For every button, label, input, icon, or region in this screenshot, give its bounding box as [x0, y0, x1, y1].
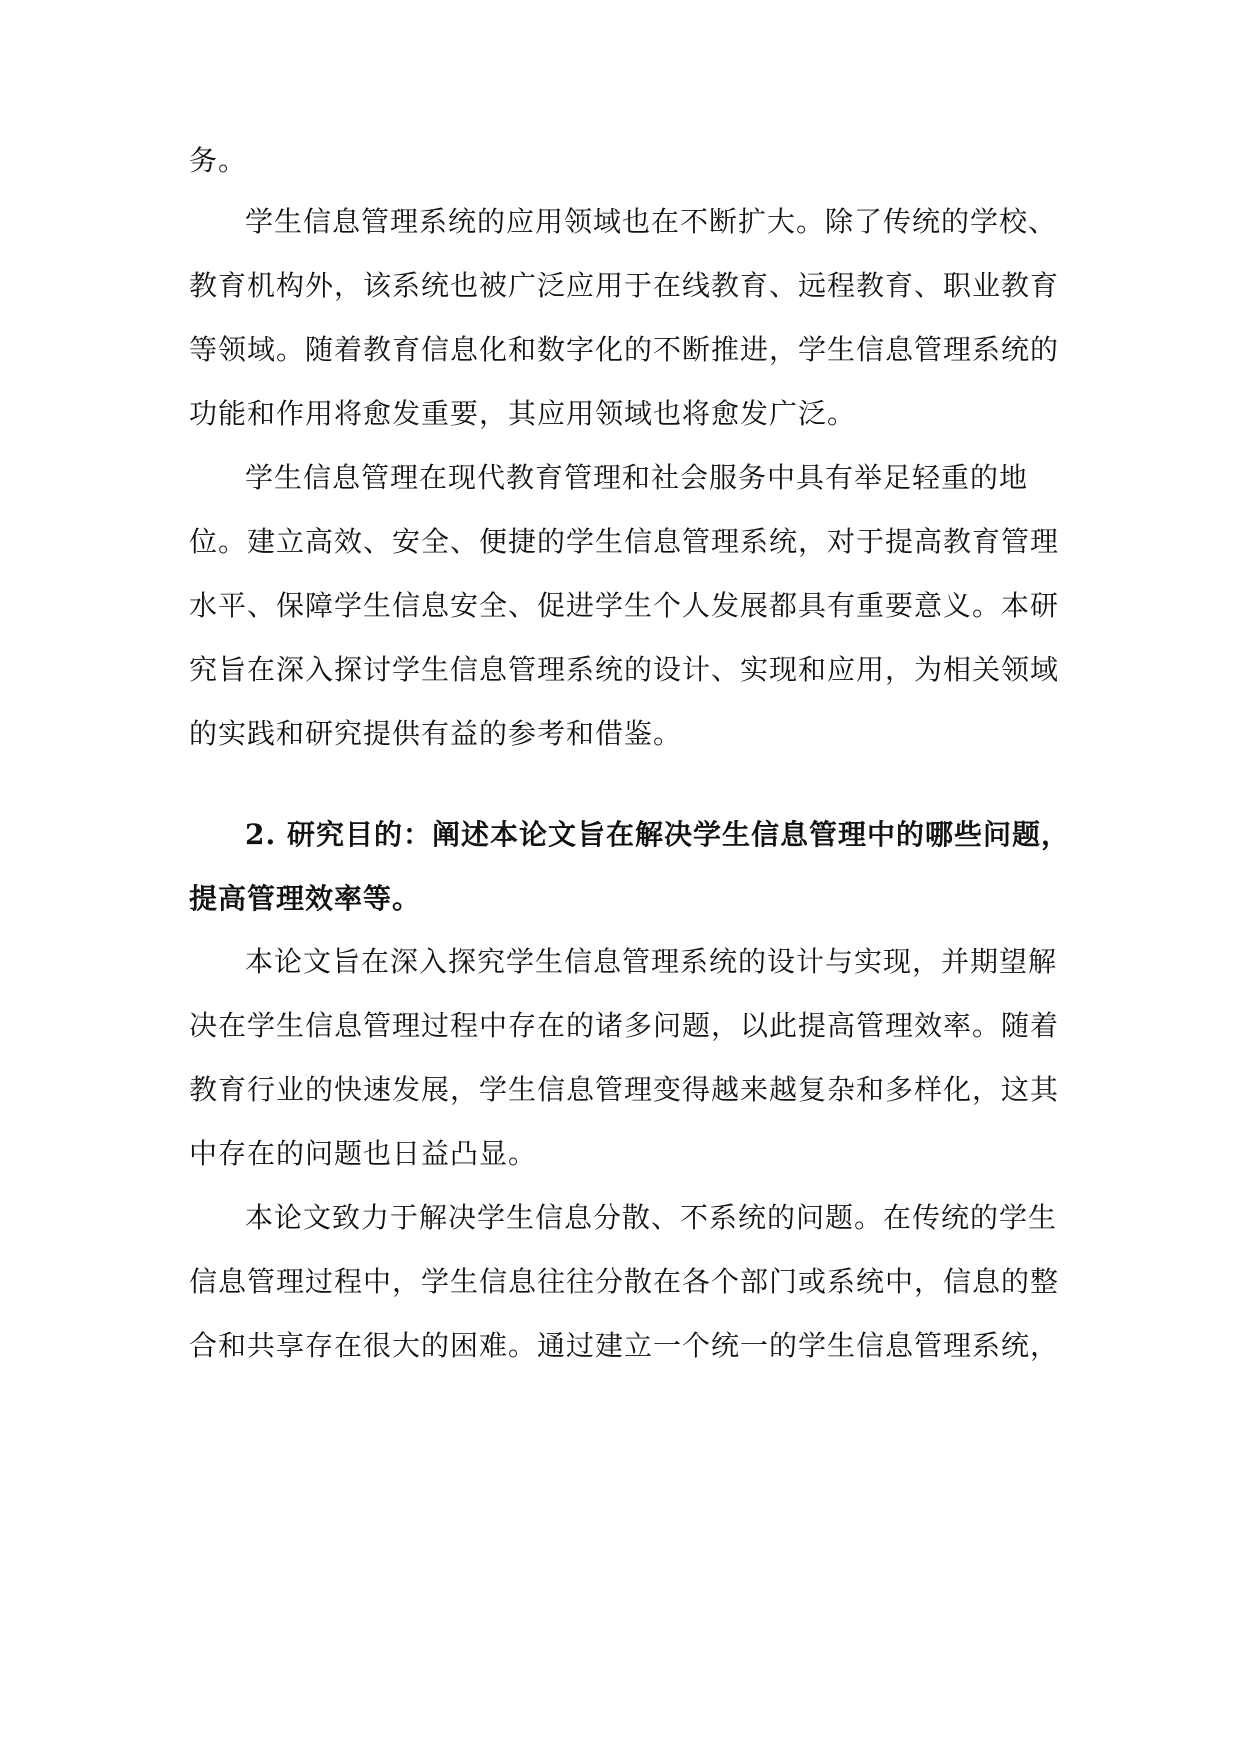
paragraph-line: 中存在的问题也日益凸显。 [189, 1137, 538, 1170]
paragraph-line: 决在学生信息管理过程中存在的诸多问题，以此提高管理效率。随着 [189, 1009, 1060, 1042]
paragraph-line: 信息管理过程中，学生信息往往分散在各个部门或系统中，信息的整 [189, 1265, 1060, 1298]
paragraph-line: 的实践和研究提供有益的参考和借鉴。 [189, 717, 683, 750]
paragraph-line: 本论文致力于解决学生信息分散、不系统的问题。在传统的学生 [245, 1201, 1058, 1234]
paragraph-line: 位。建立高效、安全、便捷的学生信息管理系统，对于提高教育管理 [189, 525, 1060, 558]
paragraph-line: 学生信息管理系统的应用领域也在不断扩大。除了传统的学校、 [245, 205, 1058, 238]
paragraph-line: 功能和作用将愈发重要，其应用领域也将愈发广泛。 [189, 397, 857, 430]
paragraph-line: 等领域。随着教育信息化和数字化的不断推进，学生信息管理系统的 [189, 333, 1060, 366]
paragraph-line: 究旨在深入探讨学生信息管理系统的设计、实现和应用，为相关领域 [189, 653, 1060, 686]
paragraph-line: 教育行业的快速发展，学生信息管理变得越来越复杂和多样化，这其 [189, 1073, 1060, 1106]
section-heading-continued: 提高管理效率等。 [189, 882, 422, 915]
paragraph-line: 水平、保障学生信息安全、促进学生个人发展都具有重要意义。本研 [189, 589, 1060, 622]
paragraph-line: 教育机构外，该系统也被广泛应用于在线教育、远程教育、职业教育 [189, 269, 1060, 302]
paragraph-tail-line: 务。 [189, 144, 248, 177]
paragraph-line: 本论文旨在深入探究学生信息管理系统的设计与实现，并期望解 [245, 945, 1058, 978]
section-heading: 2. 研究目的：阐述本论文旨在解决学生信息管理中的哪些问题， [245, 818, 1070, 851]
paragraph-line: 合和共享存在很大的困难。通过建立一个统一的学生信息管理系统， [189, 1329, 1060, 1362]
paragraph-line: 学生信息管理在现代教育管理和社会服务中具有举足轻重的地 [245, 461, 1029, 494]
